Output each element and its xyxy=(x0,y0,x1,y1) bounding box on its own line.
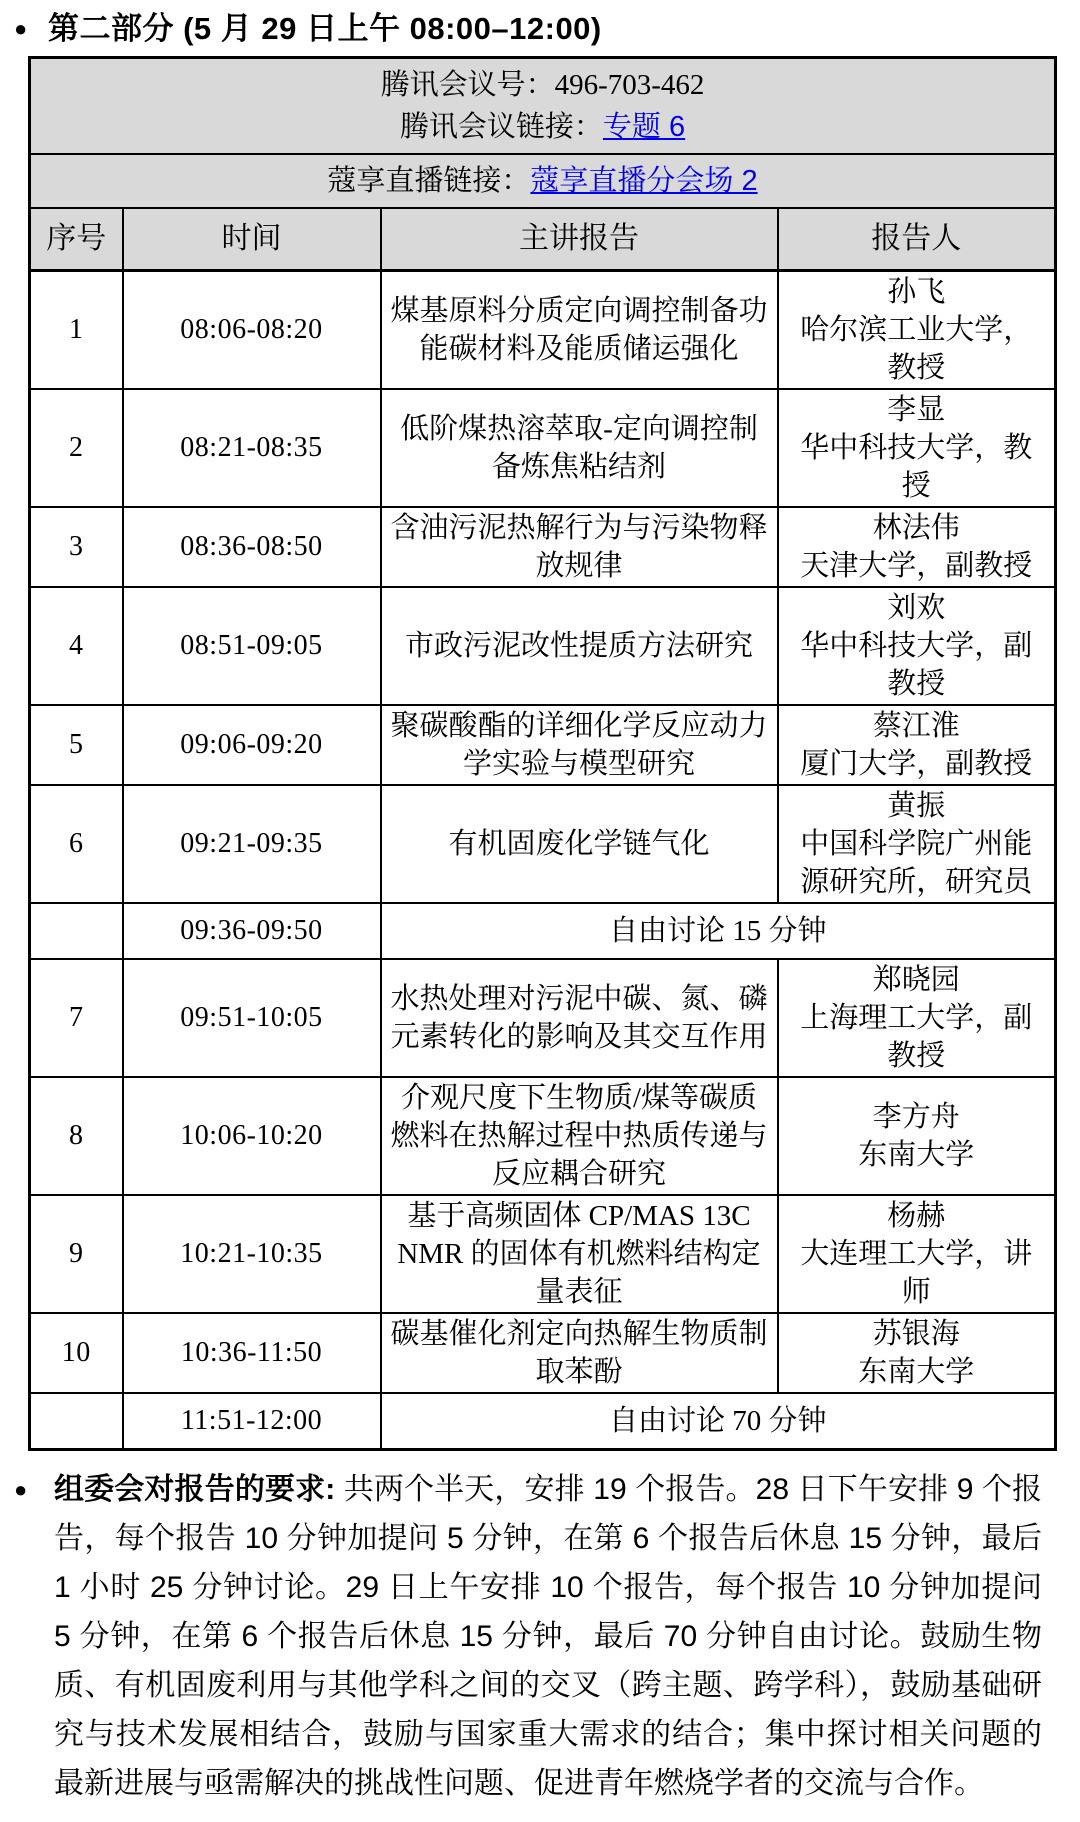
row-number-cell: 10 xyxy=(30,1313,123,1393)
talk-row xyxy=(30,389,1056,507)
discussion-cell: 自由讨论 15 分钟 xyxy=(381,903,1056,959)
row-number-cell: 4 xyxy=(30,587,123,705)
speaker-name: 苏银海 xyxy=(872,1318,960,1350)
talk-row xyxy=(30,587,1056,705)
live-link-row xyxy=(30,154,1056,208)
discussion-row xyxy=(30,903,1056,959)
talk-title-cell: 介观尺度下生物质/煤等碳质燃料在热解过程中热质传递与反应耦合研究 xyxy=(381,1077,778,1195)
meeting-info-row xyxy=(30,58,1056,155)
talk-row xyxy=(30,507,1056,587)
speaker-name: 郑晓园 xyxy=(872,964,960,996)
speaker-name: 林法伟 xyxy=(872,512,960,544)
bullet-icon: ● xyxy=(14,1477,28,1502)
column-header-row xyxy=(30,208,1056,271)
requirements-body: 共两个半天，安排 19 个报告。28 日下午安排 9 个报告，每个报告 10 分钟加提问 5 分钟，在第 6 个报告后休息 15 分钟，最后 1 小时 25 分钟讨论。29 日上午安排 10 个报告，每个报告 10 分钟加提问 5 分钟，在第 6 个报告后休息 15 分钟，最后 70 分钟自由讨论。鼓励生物质、有机固废利用与其他学科之间的交叉（跨主题、跨学科），鼓励基础研究与技术发展相结合，鼓励与国家重大需求的结合；集中探讨相关问题的最新进展与亟需解决的挑战性问题、促进青年燃烧学者的交流与合作。 xyxy=(54,1473,1042,1800)
speaker-name: 杨赫 xyxy=(887,1200,946,1232)
speaker-name: 孙飞 xyxy=(887,276,946,308)
speaker-cell xyxy=(778,785,1056,903)
col-header-no: 序号 xyxy=(30,208,123,271)
speaker-affiliation: 东南大学 xyxy=(858,1356,975,1388)
talk-row xyxy=(30,1195,1056,1313)
talk-title-cell: 碳基催化剂定向热解生物质制取苯酚 xyxy=(381,1313,778,1393)
discussion-row xyxy=(30,1393,1056,1450)
discussion-cell: 自由讨论 70 分钟 xyxy=(381,1393,1056,1450)
meeting-id-label: 腾讯会议号： xyxy=(380,69,555,101)
talk-title-cell: 含油污泥热解行为与污染物释放规律 xyxy=(381,507,778,587)
talk-title-cell: 基于高频固体 CP/MAS 13C NMR 的固体有机燃料结构定量表征 xyxy=(381,1195,778,1313)
talk-row xyxy=(30,1313,1056,1393)
meeting-link-line xyxy=(39,106,1046,148)
section-header xyxy=(0,10,1080,48)
talk-title-cell: 聚碳酸酯的详细化学反应动力学实验与模型研究 xyxy=(381,705,778,785)
live-link-cell xyxy=(30,154,1056,208)
time-cell: 10:21-10:35 xyxy=(123,1195,381,1313)
time-cell: 09:36-09:50 xyxy=(123,903,381,959)
speaker-cell xyxy=(778,587,1056,705)
talk-row xyxy=(30,705,1056,785)
speaker-affiliation: 厦门大学，副教授 xyxy=(800,748,1033,780)
row-number-cell: 2 xyxy=(30,389,123,507)
time-cell: 09:06-09:20 xyxy=(123,705,381,785)
row-number-cell: 7 xyxy=(30,959,123,1077)
speaker-affiliation: 华中科技大学，教授 xyxy=(800,432,1033,502)
time-cell: 09:21-09:35 xyxy=(123,785,381,903)
speaker-affiliation: 华中科技大学，副教授 xyxy=(800,630,1033,700)
row-number-cell: 5 xyxy=(30,705,123,785)
time-cell: 10:06-10:20 xyxy=(123,1077,381,1195)
speaker-name: 黄振 xyxy=(887,790,946,822)
speaker-affiliation: 上海理工大学，副教授 xyxy=(800,1002,1033,1072)
time-cell: 10:36-11:50 xyxy=(123,1313,381,1393)
time-cell: 11:51-12:00 xyxy=(123,1393,381,1450)
row-number-cell: 8 xyxy=(30,1077,123,1195)
meeting-info-cell xyxy=(30,58,1056,155)
speaker-name: 李显 xyxy=(887,394,946,426)
speaker-affiliation: 大连理工大学，讲师 xyxy=(800,1238,1033,1308)
talk-title-cell: 市政污泥改性提质方法研究 xyxy=(381,587,778,705)
talk-title-cell: 水热处理对污泥中碳、氮、磷元素转化的影响及其交互作用 xyxy=(381,959,778,1077)
speaker-name: 刘欢 xyxy=(887,592,946,624)
speaker-cell xyxy=(778,705,1056,785)
speaker-name: 李方舟 xyxy=(872,1101,960,1133)
row-number-cell: 9 xyxy=(30,1195,123,1313)
row-number-cell: 6 xyxy=(30,785,123,903)
col-header-title: 主讲报告 xyxy=(381,208,778,271)
meeting-link[interactable]: 专题 6 xyxy=(602,111,686,143)
time-cell: 09:51-10:05 xyxy=(123,959,381,1077)
schedule-table xyxy=(28,56,1057,1451)
live-link-label: 蔻享直播链接： xyxy=(327,165,531,197)
talk-row xyxy=(30,959,1056,1077)
schedule-body xyxy=(30,271,1056,1450)
speaker-affiliation: 东南大学 xyxy=(858,1139,975,1171)
time-cell: 08:21-08:35 xyxy=(123,389,381,507)
speaker-cell xyxy=(778,389,1056,507)
talk-title-cell: 煤基原料分质定向调控制备功能碳材料及能质储运强化 xyxy=(381,271,778,390)
requirements-paragraph xyxy=(54,1465,1042,1808)
speaker-cell xyxy=(778,507,1056,587)
speaker-cell xyxy=(778,1077,1056,1195)
talk-row xyxy=(30,1077,1056,1195)
meeting-id-value: 496-703-462 xyxy=(554,69,705,101)
meeting-id-line xyxy=(39,64,1046,106)
talk-row xyxy=(30,785,1056,903)
meeting-link-label: 腾讯会议链接： xyxy=(399,111,603,143)
time-cell: 08:06-08:20 xyxy=(123,271,381,390)
speaker-cell xyxy=(778,1195,1056,1313)
speaker-name: 蔡江淮 xyxy=(872,710,960,742)
section-title: 第二部分 (5 月 29 日上午 08:00–12:00) xyxy=(48,11,602,46)
talk-title-cell: 低阶煤热溶萃取-定向调控制备炼焦粘结剂 xyxy=(381,389,778,507)
time-cell: 08:51-09:05 xyxy=(123,587,381,705)
col-header-speaker: 报告人 xyxy=(778,208,1056,271)
speaker-cell xyxy=(778,271,1056,390)
col-header-time: 时间 xyxy=(123,208,381,271)
requirements-lead: 组委会对报告的要求: xyxy=(54,1473,336,1506)
requirements-section xyxy=(0,1465,1080,1808)
speaker-affiliation: 天津大学，副教授 xyxy=(800,550,1033,582)
live-link[interactable]: 蔻享直播分会场 2 xyxy=(530,165,758,197)
time-cell: 08:36-08:50 xyxy=(123,507,381,587)
talk-title-cell: 有机固废化学链气化 xyxy=(381,785,778,903)
speaker-affiliation: 哈尔滨工业大学，教授 xyxy=(800,314,1033,384)
speaker-cell xyxy=(778,1313,1056,1393)
speaker-affiliation: 中国科学院广州能源研究所，研究员 xyxy=(800,828,1033,898)
row-number-cell: 3 xyxy=(30,507,123,587)
row-number-cell: 1 xyxy=(30,271,123,390)
speaker-cell xyxy=(778,959,1056,1077)
talk-row xyxy=(30,271,1056,390)
row-number-cell xyxy=(30,1393,123,1450)
row-number-cell xyxy=(30,903,123,959)
bullet-icon: ● xyxy=(14,16,28,41)
